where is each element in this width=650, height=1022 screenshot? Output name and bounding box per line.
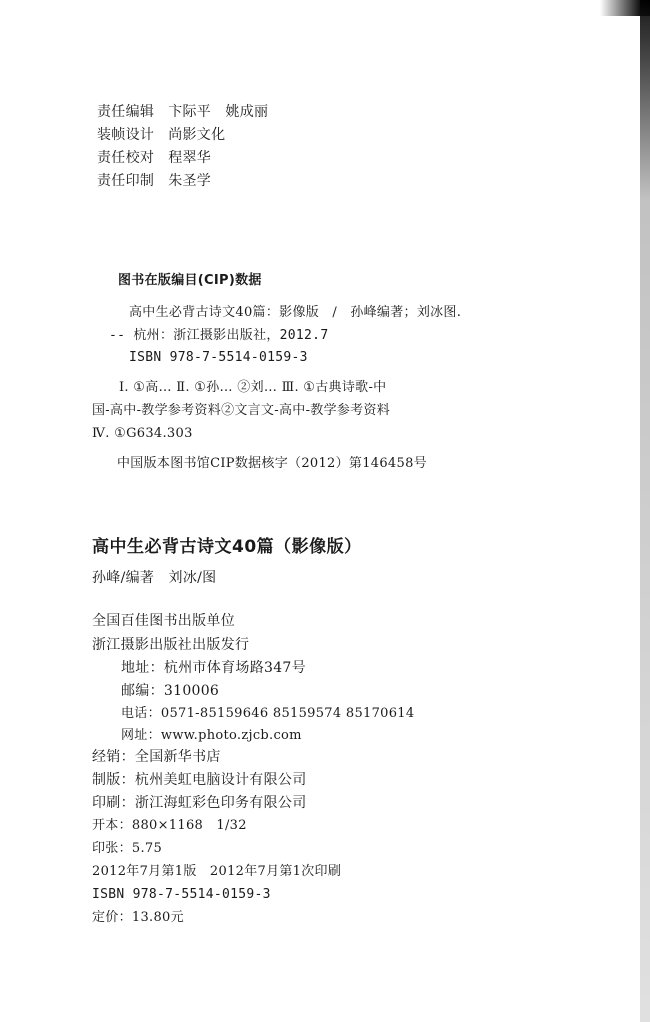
credit-print-label: 责任印制 [97, 173, 155, 189]
publisher-line-2: 浙江摄影出版社出版发行 [92, 637, 250, 653]
cip-line-6: Ⅳ. ①G634.303 [92, 426, 193, 441]
cip-line-2: -- 杭州：浙江摄影出版社，2012.7 [109, 328, 329, 343]
publisher-postcode: 邮编：310006 [121, 683, 220, 699]
credit-editor-label: 责任编辑 [97, 104, 155, 120]
book-authors: 孙峰/编著 刘冰/图 [92, 570, 217, 586]
spec-price: 定价：13.80元 [92, 910, 184, 925]
cip-heading: 图书在版编目(CIP)数据 [118, 273, 262, 288]
cip-line-5: 国-高中-教学参考资料②文言文-高中-教学参考资料 [92, 403, 391, 418]
credit-editor-value: 卞际平 姚成丽 [168, 104, 269, 120]
credit-proof [97, 149, 211, 167]
credit-proof-label: 责任校对 [97, 150, 155, 166]
book-title: 高中生必背古诗文40篇（影像版） [92, 537, 362, 557]
publisher-website: 网址：www.photo.zjcb.com [121, 728, 302, 743]
spec-format: 开本：880×1168 1/32 [92, 818, 247, 833]
cip-line-7: 中国版本图书馆CIP数据核字（2012）第146458号 [117, 456, 427, 471]
publisher-phone: 电话：0571-85159646 85159574 85170614 [121, 706, 415, 721]
cip-line-1: 高中生必背古诗文40篇：影像版 / 孙峰编著；刘冰图. [129, 305, 462, 320]
credit-design-label: 装帧设计 [97, 127, 155, 143]
publisher-address: 地址：杭州市体育场路347号 [121, 660, 306, 676]
spec-edition: 2012年7月第1版 2012年7月第1次印刷 [92, 864, 342, 879]
spec-plate: 制版：杭州美虹电脑设计有限公司 [92, 772, 307, 788]
spec-isbn: ISBN 978-7-5514-0159-3 [92, 887, 271, 902]
credit-print-value: 朱圣学 [168, 173, 212, 189]
credit-print [97, 172, 211, 190]
credit-design [97, 126, 225, 144]
scan-edge-right [640, 0, 650, 1022]
scan-edge-top [0, 0, 650, 16]
cip-line-3: ISBN 978-7-5514-0159-3 [129, 350, 308, 365]
spec-sheets: 印张：5.75 [92, 841, 163, 856]
cip-line-4: Ⅰ. ①高… Ⅱ. ①孙… ②刘… Ⅲ. ①古典诗歌-中 [119, 380, 387, 395]
credit-editor [97, 103, 268, 121]
credit-proof-value: 程翠华 [168, 150, 212, 166]
spec-printer: 印刷：浙江海虹彩色印务有限公司 [92, 795, 307, 811]
spec-distributor: 经销：全国新华书店 [92, 749, 221, 765]
credit-design-value: 尚影文化 [168, 127, 226, 143]
publisher-line-1: 全国百佳图书出版单位 [92, 613, 235, 629]
